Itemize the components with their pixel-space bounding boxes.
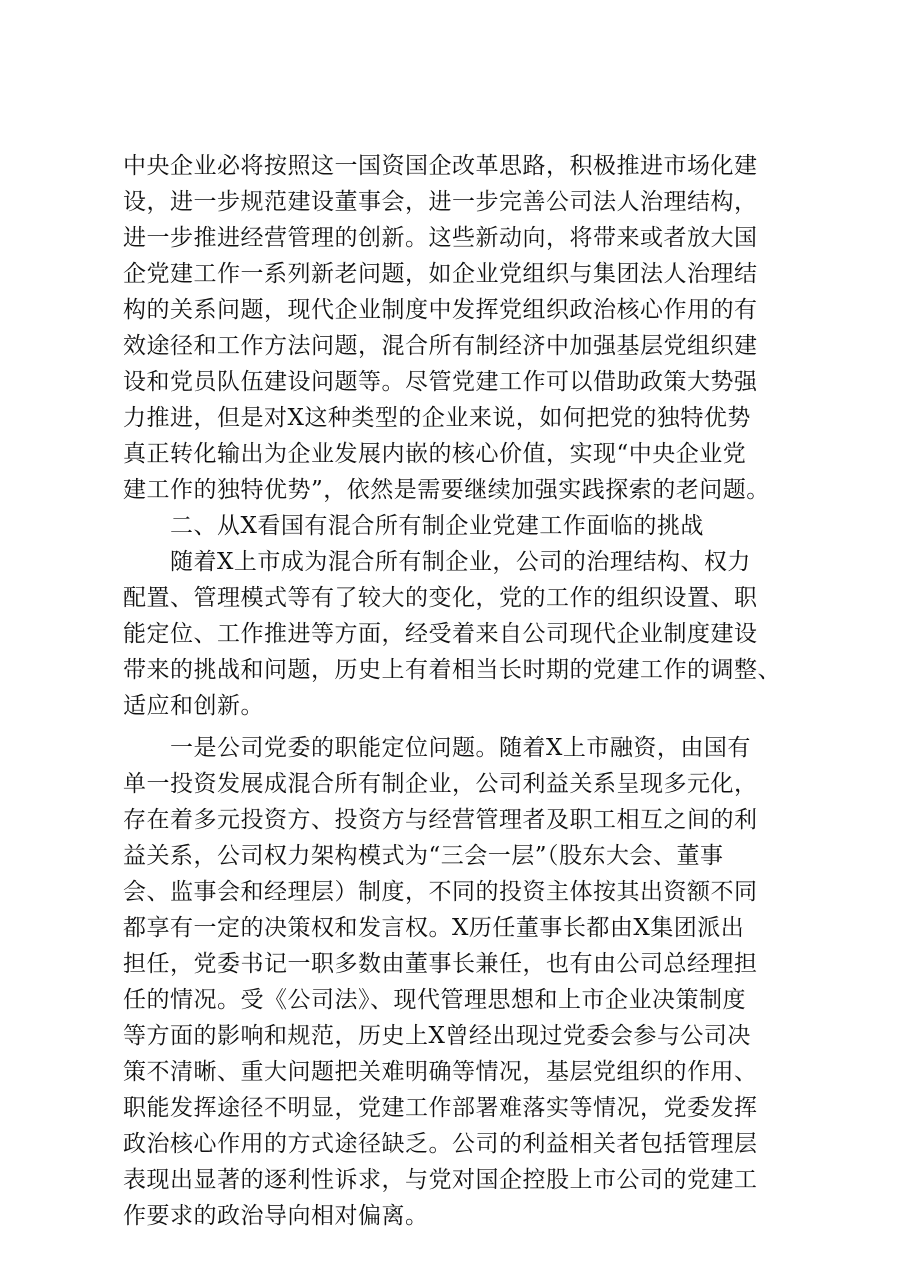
text-line: 会、监事会和经理层）制度，不同的投资主体按其出资额不同	[123, 879, 758, 905]
text-line: 中央企业必将按照这一国资国企改革思路，积极推进市场化建	[123, 153, 758, 179]
text-line: 担任，党委书记一职多数由董事长兼任，也有由公司总经理担	[123, 951, 758, 977]
text-line: 作要求的政治导向相对偏离。	[123, 1203, 429, 1229]
text-line: 真正转化输出为企业发展内嵌的核心价值，实现“中央企业党	[123, 441, 747, 467]
text-line: 带来的挑战和问题，历史上有着相当长时期的党建工作的调整、	[123, 657, 781, 683]
text-line: 进一步推进经营管理的创新。这些新动向，将带来或者放大国	[123, 225, 758, 251]
text-line: 职能发挥途径不明显，党建工作部署难落实等情况，党委发挥	[123, 1095, 758, 1121]
text-line: 能定位、工作推进等方面，经受着来自公司现代企业制度建设	[123, 621, 758, 647]
text-line: 表现出显著的逐利性诉求，与党对国企控股上市公司的党建工	[123, 1167, 758, 1193]
text-line: 设和党员队伍建设问题等。尽管党建工作可以借助政策大势强	[123, 369, 758, 395]
text-line: 单一投资发展成混合所有制企业，公司利益关系呈现多元化，	[123, 771, 758, 797]
text-line: 任的情况。受《公司法》、现代管理思想和上市企业决策制度	[123, 987, 746, 1013]
text-line: 设，进一步规范建设董事会，进一步完善公司法人治理结构，	[123, 189, 758, 215]
text-line: 存在着多元投资方、投资方与经营管理者及职工相互之间的利	[123, 807, 758, 833]
text-line: 政治核心作用的方式途径缺乏。公司的利益相关者包括管理层	[123, 1131, 758, 1157]
text-line: 随着X上市成为混合所有制企业，公司的治理结构、权力	[170, 549, 751, 575]
text-line: 策不清晰、重大问题把关难明确等情况，基层党组织的作用、	[123, 1059, 758, 1085]
text-line: 益关系，公司权力架构模式为“三会一层”（股东大会、董事	[123, 843, 724, 869]
text-line: 一是公司党委的职能定位问题。随着X上市融资，由国有	[170, 735, 751, 761]
text-line: 等方面的影响和规范，历史上X曾经出现过党委会参与公司决	[123, 1023, 751, 1049]
text-line: 力推进，但是对X这种类型的企业来说，如何把党的独特优势	[123, 405, 751, 431]
text-line: 配置、管理模式等有了较大的变化，党的工作的组织设置、职	[123, 585, 758, 611]
text-line: 构的关系问题，现代企业制度中发挥党组织政治核心作用的有	[123, 297, 758, 323]
text-line: 都享有一定的决策权和发言权。X历任董事长都由X集团派出	[123, 915, 745, 941]
text-line: 效途径和工作方法问题，混合所有制经济中加强基层党组织建	[123, 333, 758, 359]
text-line: 企党建工作一系列新老问题，如企业党组织与集团法人治理结	[123, 261, 758, 287]
section-heading: 二、从X看国有混合所有制企业党建工作面临的挑战	[170, 513, 704, 539]
text-line: 建工作的独特优势”，依然是需要继续加强实践探索的老问题。	[123, 477, 770, 503]
text-line: 适应和创新。	[123, 693, 264, 719]
